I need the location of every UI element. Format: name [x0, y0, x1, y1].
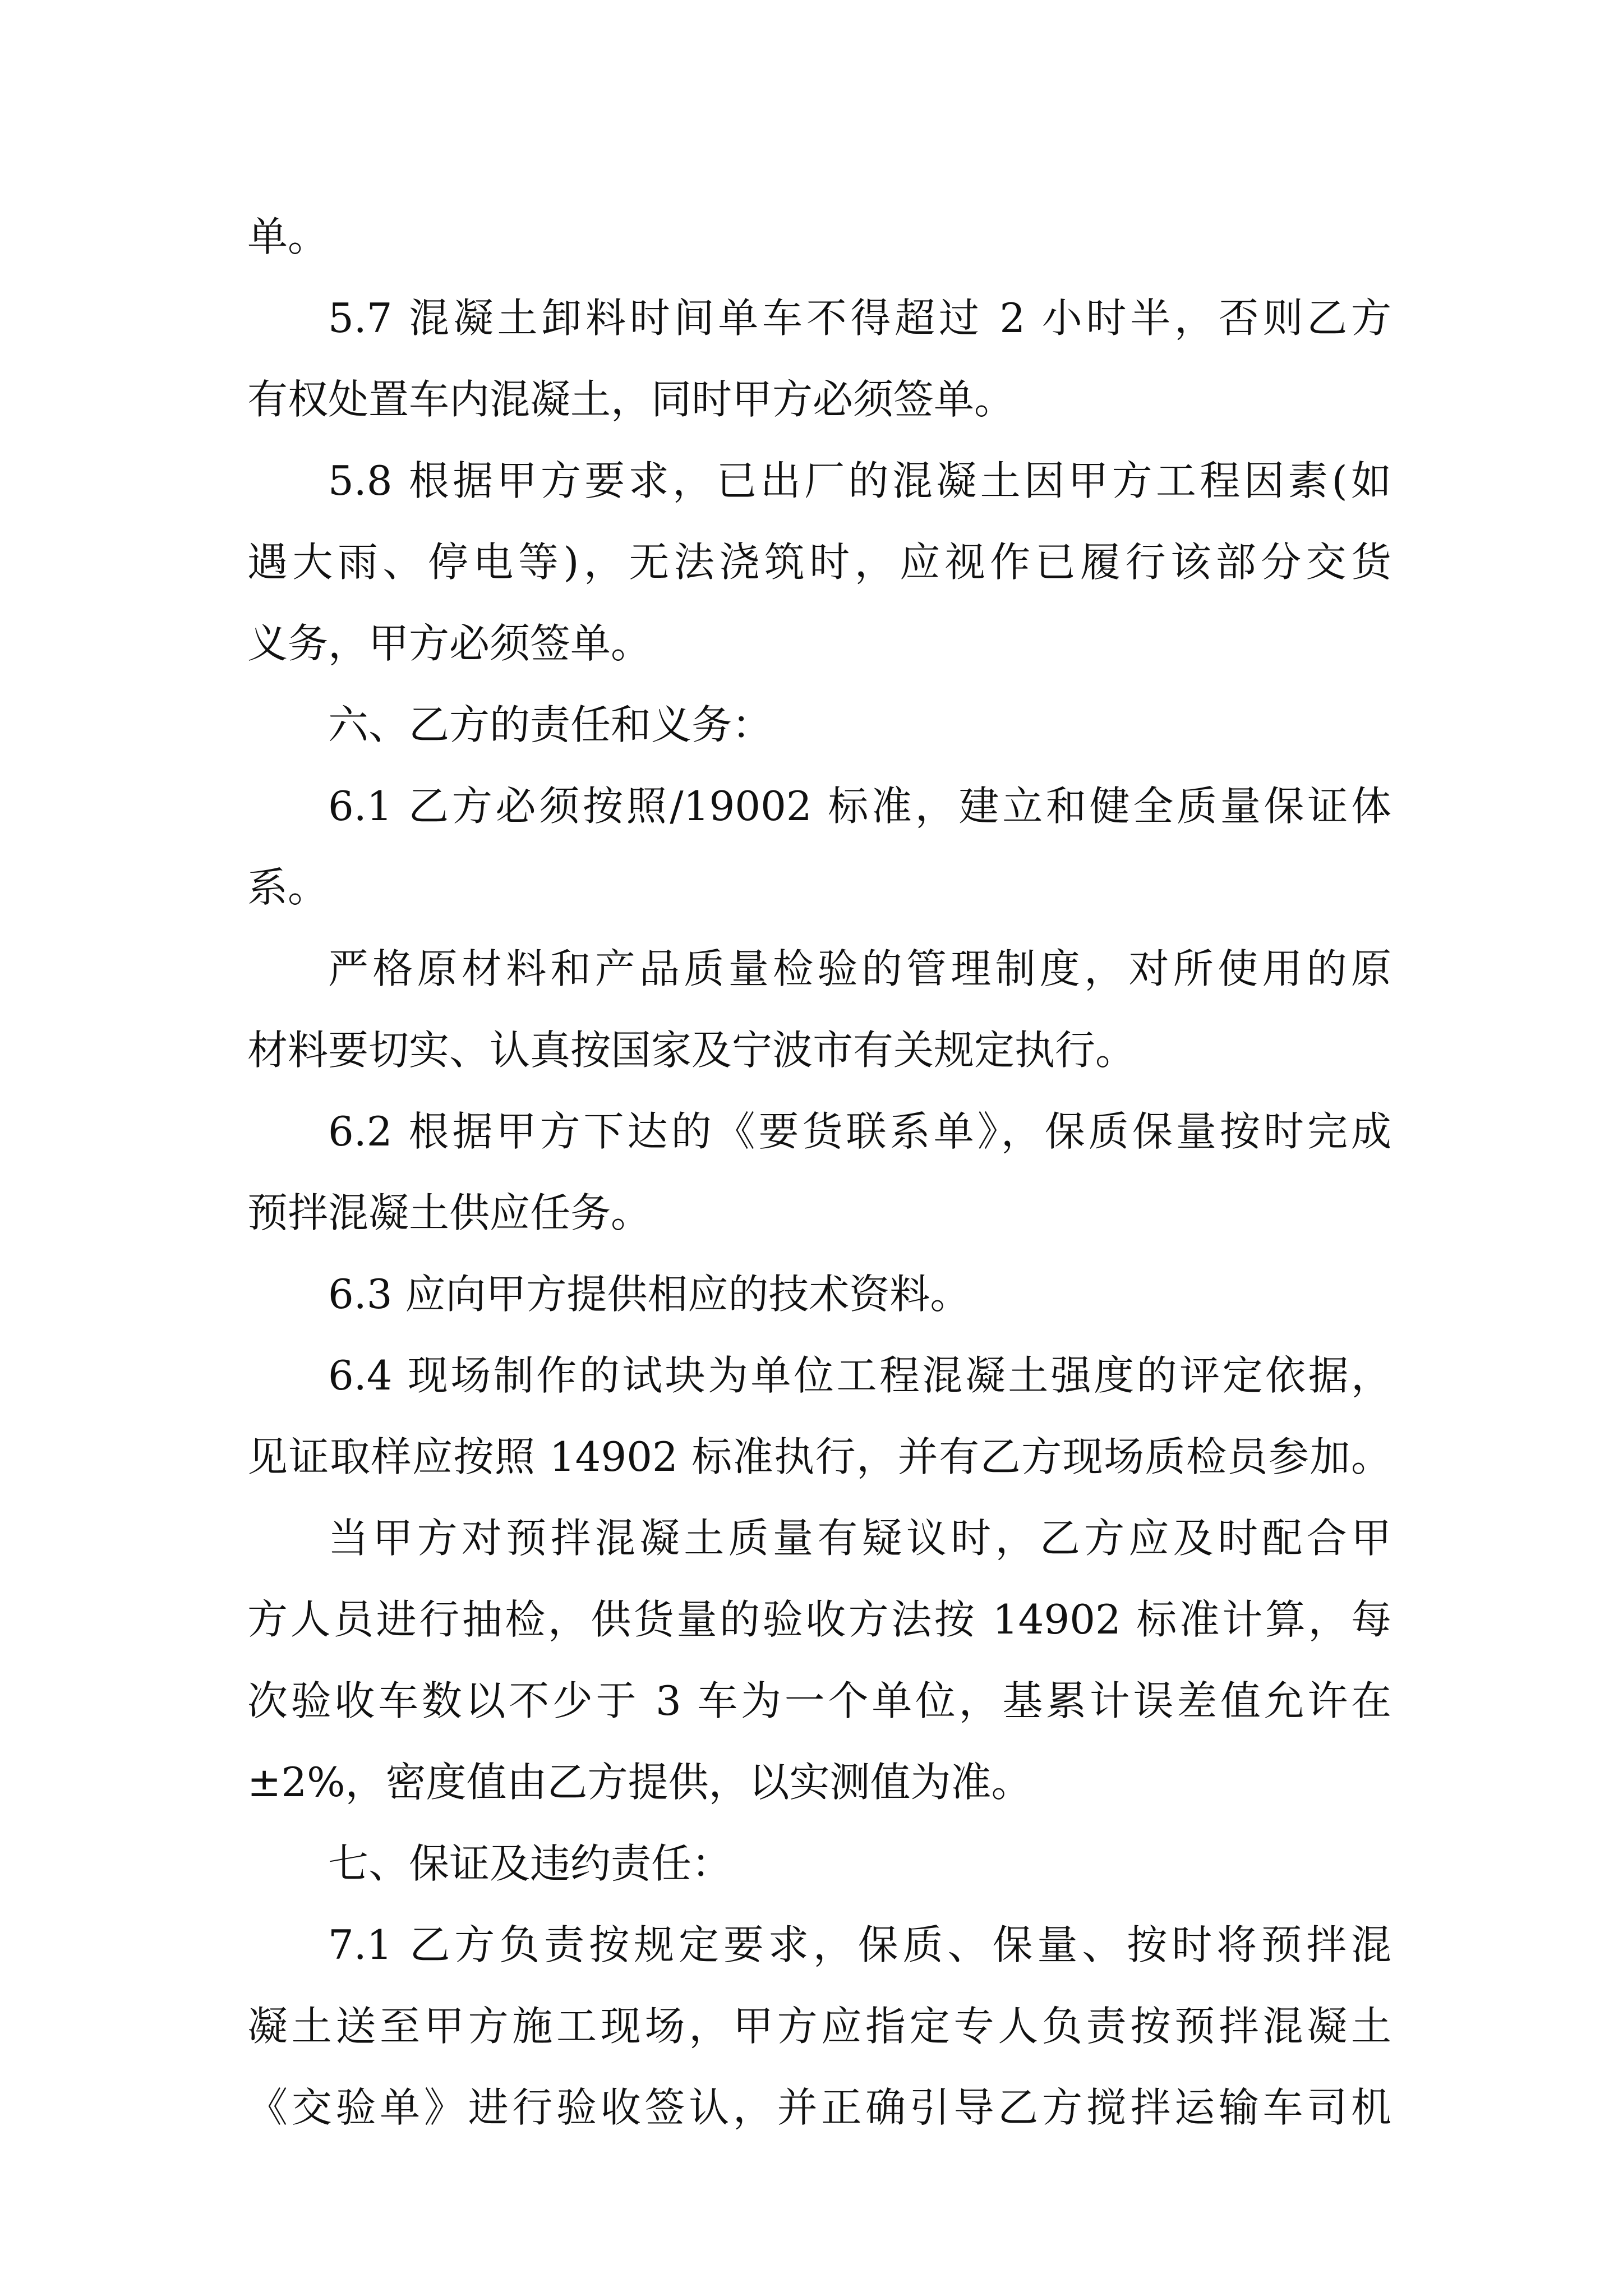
- text-line: 6.2 根据甲方下达的《要货联系单》，保质保量按时完成: [328, 1108, 1391, 1155]
- text-line: 遇大雨、停电等)，无法浇筑时，应视作已履行该部分交货: [247, 539, 1391, 586]
- contract-text: [247, 196, 1391, 2148]
- text-line: 材料要切实、认真按国家及宁波市有关规定执行。: [247, 1027, 1136, 1074]
- text-line: 方人员进行抽检，供货量的验收方法按 14902 标准计算，每: [247, 1596, 1391, 1643]
- text-line: 系。: [247, 864, 329, 911]
- text-line: 严格原材料和产品质量检验的管理制度，对所使用的原: [328, 945, 1391, 992]
- text-line: 义务，甲方必须签单。: [247, 620, 652, 667]
- section-heading: 七、保证及违约责任：: [328, 1840, 732, 1887]
- text-line: 7.1 乙方负责按规定要求，保质、保量、按时将预拌混: [328, 1921, 1391, 1968]
- text-line: ±2%，密度值由乙方提供，以实测值为准。: [247, 1759, 1032, 1806]
- text-line: 6.4 现场制作的试块为单位工程混凝土强度的评定依据，: [328, 1352, 1391, 1399]
- section-heading: 六、乙方的责任和义务：: [328, 701, 773, 748]
- text-line: 单。: [247, 213, 329, 260]
- text-line: 6.1 乙方必须按照/19002 标准，建立和健全质量保证体: [328, 783, 1391, 830]
- text-line: 当甲方对预拌混凝土质量有疑议时，乙方应及时配合甲: [328, 1515, 1391, 1562]
- text-line: 5.8 根据甲方要求，已出厂的混凝土因甲方工程因素(如: [328, 457, 1391, 504]
- text-line: 见证取样应按照 14902 标准执行，并有乙方现场质检员参加。: [247, 1433, 1391, 1480]
- text-line: 5.7 混凝土卸料时间单车不得超过 2 小时半，否则乙方: [328, 295, 1391, 342]
- text-line: 凝土送至甲方施工现场，甲方应指定专人负责按预拌混凝土: [247, 2003, 1391, 2050]
- text-line: 6.3 应向甲方提供相应的技术资料。: [328, 1271, 971, 1318]
- text-line: 《交验单》进行验收签认，并正确引导乙方搅拌运输车司机: [247, 2084, 1391, 2131]
- text-line: 次验收车数以不少于 3 车为一个单位，基累计误差值允许在: [247, 1677, 1391, 1724]
- text-line: 预拌混凝土供应任务。: [247, 1189, 652, 1236]
- text-line: 有权处置车内混凝土，同时甲方必须签单。: [247, 376, 1015, 423]
